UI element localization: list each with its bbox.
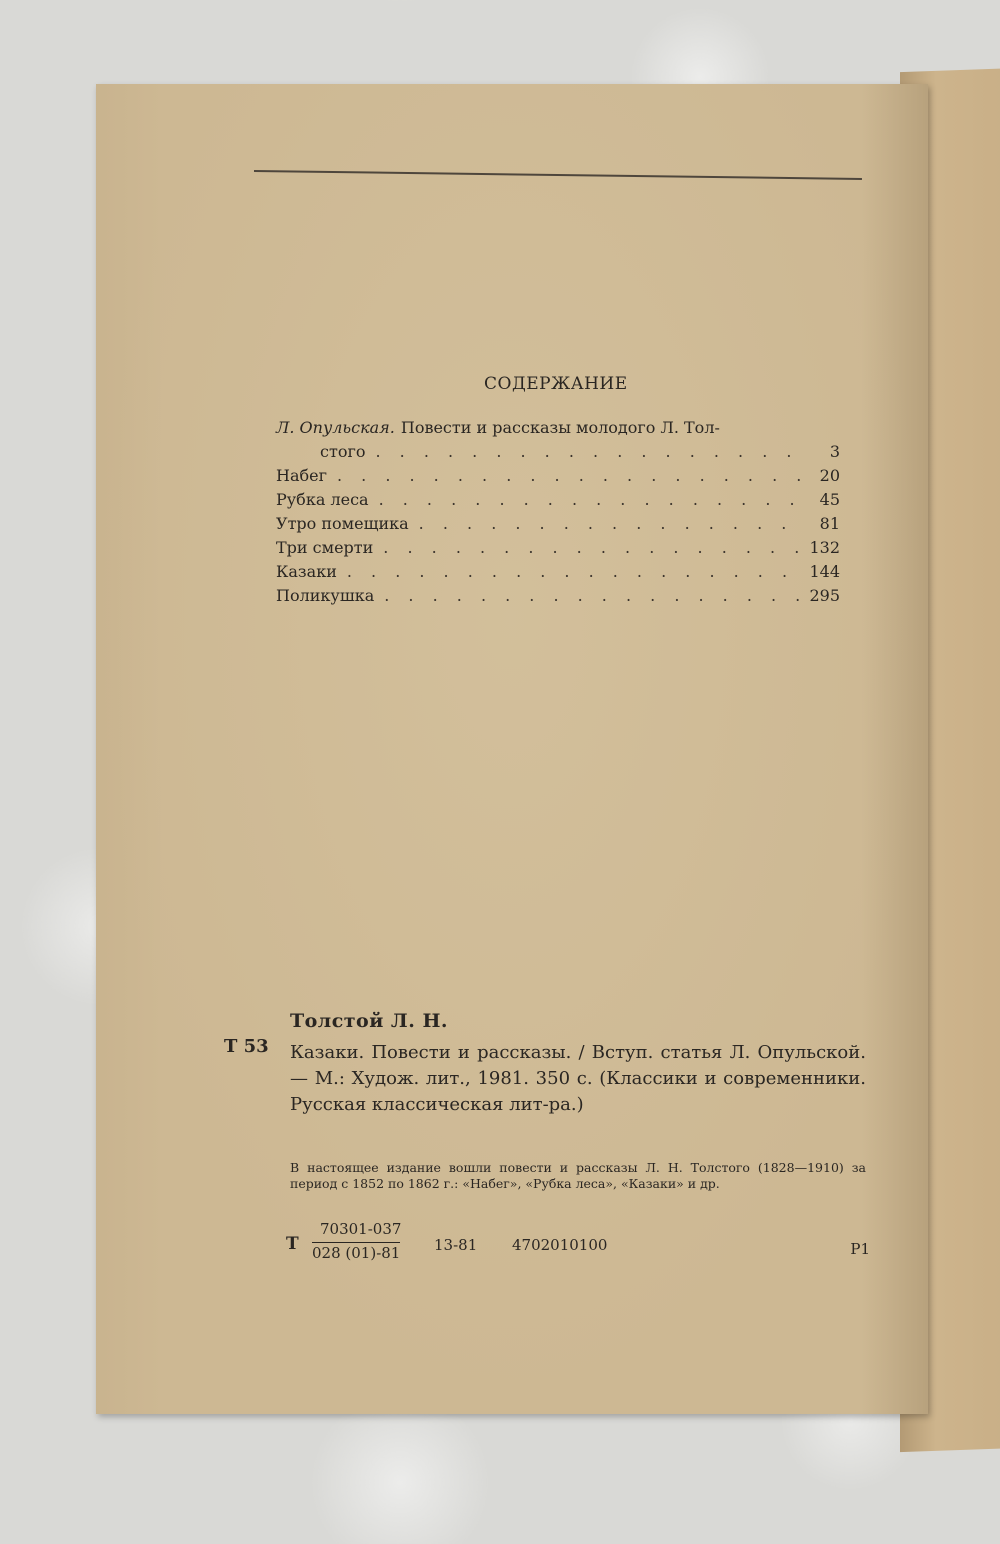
- toc-entry: [276, 440, 840, 464]
- footer-right-code: Р1: [850, 1240, 870, 1258]
- header-rule: [254, 170, 862, 180]
- card-description: Казаки. Повести и рассказы. / Вступ. статья Л. Опульской.— М.: Худож. лит., 1981. 350 с. (Классики и современники. Русская классическая лит-ра.): [290, 1042, 866, 1115]
- card-classification-code: Т 53: [224, 1036, 269, 1057]
- book-page: [96, 84, 928, 1414]
- footer-numerator: 70301-037: [320, 1220, 402, 1238]
- toc-entry: [276, 488, 840, 512]
- toc-entry: [276, 464, 840, 488]
- toc-entry-title-continued: стого: [320, 442, 366, 461]
- toc-entry: [276, 560, 840, 584]
- footer-code-b: 4702010100: [512, 1236, 608, 1254]
- card-annotation: В настоящее издание вошли повести и рассказы Л. Н. Толстого (1828—1910) за период с 1852 по 1862 г.: «Набег», «Рубка леса», «Казаки» и др.: [290, 1160, 866, 1191]
- toc-entry-page: 144: [809, 562, 840, 581]
- toc-entry-page: 132: [809, 538, 840, 557]
- dot-leader: [347, 560, 802, 584]
- footer-denominator: 028 (01)-81: [312, 1244, 401, 1262]
- toc-entry-title: Казаки: [276, 562, 337, 581]
- toc-entry-author: Л. Опульская.: [276, 418, 395, 437]
- toc-entry-title: Рубка леса: [276, 490, 369, 509]
- dot-leader: [383, 536, 802, 560]
- toc-entry: [276, 416, 840, 440]
- dot-leader: [337, 464, 802, 488]
- toc-entry-title: Поликушка: [276, 586, 375, 605]
- footer-letter: Т: [286, 1234, 299, 1254]
- footer-code-a: 13-81: [434, 1236, 478, 1254]
- toc-entry-page: 295: [809, 586, 840, 605]
- toc-entry-title: Повести и рассказы молодого Л. Тол-: [400, 418, 720, 437]
- dot-leader: [419, 512, 802, 536]
- toc-entry-page: 20: [819, 466, 840, 485]
- toc-entry-label: [276, 416, 720, 440]
- toc-entry-title: Набег: [276, 466, 327, 485]
- toc-entry: [276, 584, 840, 608]
- toc-entry-title: Утро помещика: [276, 514, 409, 533]
- toc-entry-page: 81: [819, 514, 840, 533]
- contents-title: СОДЕРЖАНИЕ: [484, 374, 628, 394]
- card-author: Толстой Л. Н.: [290, 1010, 449, 1032]
- toc-entry: [276, 512, 840, 536]
- dot-leader: [379, 488, 802, 512]
- dot-leader: [384, 584, 802, 608]
- toc-entry-page: 3: [829, 442, 840, 461]
- toc-entry-title: Три смерти: [276, 538, 374, 557]
- table-of-contents: [276, 416, 840, 608]
- toc-entry-page: 45: [819, 490, 840, 509]
- dot-leader: [375, 440, 802, 464]
- card-footer: [286, 1220, 870, 1266]
- toc-entry: [276, 536, 840, 560]
